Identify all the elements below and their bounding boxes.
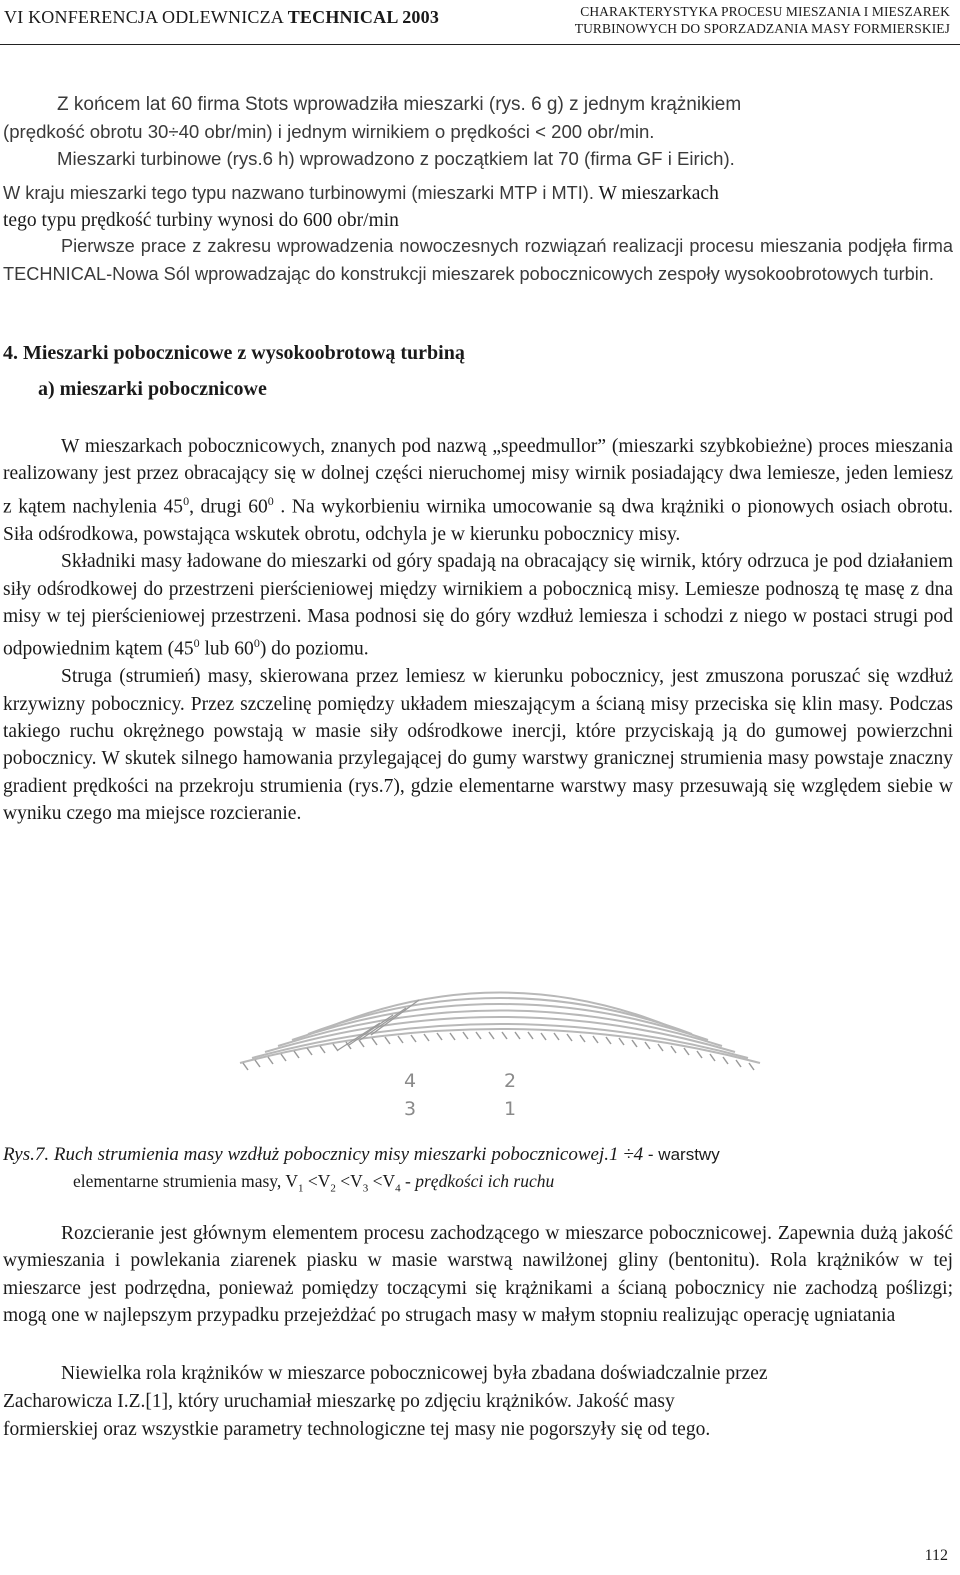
body-p2-part-b: lub 60 — [199, 638, 254, 660]
intro-line-5: tego typu prędkość turbiny wynosi do 600 obr/min — [3, 210, 399, 231]
subsection-heading: a) mieszarki pobocznicowe — [38, 378, 267, 400]
closing-line-3: formierskiej oraz wszystkie parametry technologiczne tej masy nie pogorszyły się od tego. — [3, 1419, 711, 1440]
closing-line-1: Niewielka rola krążników w mieszarce pobocznicowej była zbadana doświadczalnie przez — [61, 1363, 768, 1384]
degree-sup-1: 0 — [183, 493, 190, 508]
closing-text — [3, 1220, 953, 1330]
caption-italic-text: Ruch strumienia masy wzdłuż pobocznicy misy mieszarki pobocznicowej.1 ÷4 — [49, 1144, 644, 1165]
closing-paragraph-1: Rozcieranie jest głównym elementem procesu zachodzącego w mieszarce pobocznicowej. Zapewnia dużą jakość wymieszania i powlekania ziarenek piasku w masie warstwą nawilżonej gliny (bentonitu). Rola krążników w tej mieszarce jest podrzędna, ponieważ pomiędzy toczącymi się krążnikami a ścianą pobocznicy nie zachodzą poślizgi; mogą one w najlepszym przypadku przejeżdżać po strugach masy w małym stopniu realizując operację ugniatania — [3, 1223, 953, 1327]
caption-line-2 — [3, 1168, 958, 1203]
body-p1-part-c: . Na wykorbieniu wirnika umocowanie są dwa krążniki o pionowych osiach obrotu. Siła odśrodkowa, powstająca wskutek obrotu, odchyla je w kierunku pobocznicy misy. — [3, 496, 953, 545]
caption-lt-2: <V — [335, 1171, 363, 1191]
intro-line-1: Z końcem lat 60 firma Stots wprowadziła mieszarki (rys. 6 g) z jednym krążnikiem — [57, 94, 742, 115]
conference-prefix: VI KONFERENCJA ODLEWNICZA — [4, 7, 288, 27]
intro-line-4b: W mieszarkach — [593, 183, 719, 204]
layer-label-4: 4 — [404, 1070, 417, 1092]
closing-line-2: Zacharowicza I.Z.[1], który uruchamiał mieszarkę po zdjęciu krążników. Jakość masy — [3, 1391, 675, 1412]
caption-lt-1: <V — [303, 1171, 331, 1191]
intro-line-3: Mieszarki turbinowe (rys.6 h) wprowadzono z początkiem lat 70 (firma GF i Eirich). — [57, 148, 735, 169]
sub-4: 4 — [395, 1182, 401, 1195]
body-paragraph-3: Struga (strumień) masy, skierowana przez lemiesz w kierunku pobocznicy, jest zmuszona poruszać się wzdłuż krzywizny pobocznicy. Przez szczelinę pomiędzy układem mieszającym a ścianą misy przeciska się klin masy. Podczas takiego ruchu okrężnego powstają w masie siły odśrodkowe inercji, które przyciskają ją do gumowej powierzchni pobocznicy. W skutek silnego hamowania przylegającej do gumy warstwy granicznej strumienia masy powstaje znaczny gradient prędkości na przekroju strumienia (rys.7), gdzie elementarne warstwy masy przesuwają się względem siebie w wyniku czego ma miejsce rozcieranie. — [3, 666, 953, 825]
intro-paragraph-2: Pierwsze prace z zakresu wprowadzenia nowoczesnych rozwiązań realizacji procesu mieszania podjęła firma TECHNICAL-Nowa Sól wprowadzając do konstrukcji mieszarek pobocznicowych zespoły wysokoobrotowych turbin. — [3, 236, 953, 284]
page-number: 112 — [924, 1547, 948, 1564]
degree-sup-4: 0 — [253, 636, 260, 651]
figure-caption — [3, 1141, 958, 1203]
conference-name: TECHNICAL 2003 — [287, 7, 440, 27]
sub-3: 3 — [362, 1182, 369, 1195]
arc-layers — [240, 993, 760, 1064]
sub-2: 2 — [330, 1182, 336, 1195]
section-heading: 4. Mieszarki pobocznicowe z wysokoobrotową turbiną — [3, 342, 465, 364]
body-p1-part-a: W mieszarkach pobocznicowych, znanych pod nazwą „speedmullor” (mieszarki szybkobieżne) proces mieszania realizowany jest przez obracający się w dolnej części nieruchomej misy wirnik posiadający dwa lemiesze, jeden lemiesz z kątem nachylenia 45 — [3, 436, 953, 518]
intro-line-4a: W kraju mieszarki tego typu nazwano turbinowymi (mieszarki MTP i MTI). — [3, 183, 594, 203]
layer-label-2: 2 — [504, 1070, 517, 1092]
layer-label-1: 1 — [504, 1098, 517, 1120]
paper-title-line-2: TURBINOWYCH DO SPORZADZANIA MASY FORMIERSKIEJ — [574, 21, 950, 36]
body-p2-part-a: Składniki masy ładowane do mieszarki od góry spadają na obracający się wirnik, który odrzuca je pod działaniem siły odśrodkowej do przestrzeni pierścieniowej między wirnikiem a pobocznicą misy. Lemiesze podnoszą tę masę z dna misy w tej pierścieniowej przestrzeni. Masa podnosi się do góry wzdłuż lemiesza i schodzi z niego w postaci strugi pod odpowiednim kątem (45 — [3, 551, 953, 660]
intro-line-2: (prędkość obrotu 30÷40 obr/min) i jednym wirnikiem o prędkości < 200 obr/min. — [3, 121, 655, 142]
caption-line-1 — [3, 1141, 958, 1168]
degree-sup-2: 0 — [267, 493, 274, 508]
body-p1-part-b: , drugi 60 — [189, 496, 268, 518]
degree-sup-3: 0 — [193, 636, 200, 651]
paper-title-line-1: CHARAKTERYSTYKA PROCESU MIESZANIA I MIESZAREK — [580, 4, 950, 19]
caption-label: Rys.7. — [3, 1144, 50, 1165]
sub-1: 1 — [298, 1182, 304, 1195]
caption-italic-tail: - prędkości ich ruchu — [400, 1171, 555, 1191]
layer-label-3: 3 — [404, 1098, 417, 1120]
caption-tail: - warstwy — [643, 1145, 720, 1164]
caption-lt-3: <V — [368, 1171, 396, 1191]
caption-line-2-text: elementarne strumienia masy, V — [73, 1171, 298, 1191]
leader-lines — [338, 1000, 419, 1050]
body-p2-part-c: ) do poziomu. — [259, 638, 369, 660]
